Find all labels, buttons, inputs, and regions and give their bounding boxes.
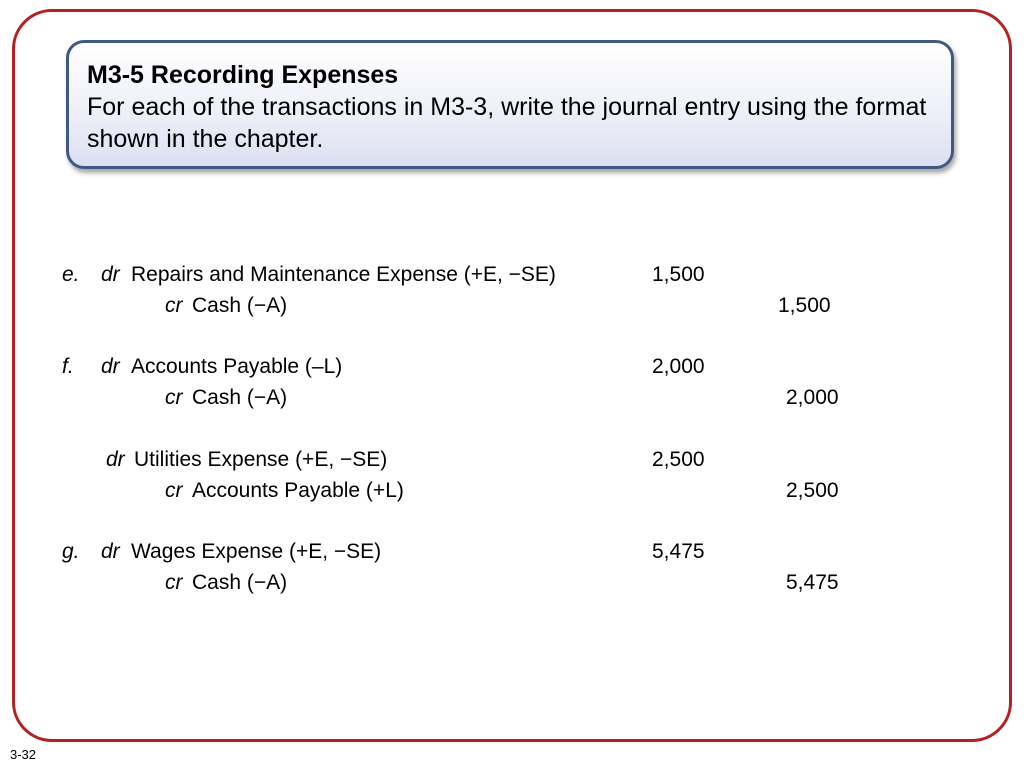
debit-marker: dr	[106, 448, 125, 471]
debit-marker: dr	[101, 355, 120, 378]
entry-letter-f: f.	[62, 355, 74, 378]
credit-account: Cash (−A)	[192, 294, 288, 317]
slide-page-number: 3-32	[10, 747, 37, 762]
credit-amount: 2,500	[786, 479, 839, 502]
debit-account: Utilities Expense (+E, −SE)	[134, 448, 388, 471]
debit-amount: 2,000	[652, 355, 705, 378]
debit-marker: dr	[101, 540, 120, 563]
entry-letter-e: e.	[62, 263, 80, 286]
problem-instructions: For each of the transactions in M3-3, write the journal entry using the format shown in the chapter.	[87, 93, 927, 153]
problem-title: M3-5 Recording Expenses	[87, 61, 399, 89]
credit-amount: 1,500	[778, 294, 831, 317]
credit-account: Accounts Payable (+L)	[192, 479, 404, 502]
debit-account: Wages Expense (+E, −SE)	[131, 540, 382, 563]
credit-marker: cr	[165, 294, 183, 317]
credit-amount: 5,475	[786, 571, 839, 594]
credit-marker: cr	[165, 571, 183, 594]
debit-amount: 5,475	[652, 540, 705, 563]
entry-letter-g: g.	[62, 540, 80, 563]
credit-marker: cr	[165, 479, 183, 502]
debit-amount: 1,500	[652, 263, 705, 286]
problem-header-box	[66, 40, 954, 169]
debit-account: Repairs and Maintenance Expense (+E, −SE)	[131, 263, 556, 286]
credit-amount: 2,000	[786, 386, 839, 409]
debit-marker: dr	[101, 263, 120, 286]
credit-account: Cash (−A)	[192, 571, 288, 594]
debit-account: Accounts Payable (–L)	[131, 355, 343, 378]
credit-marker: cr	[165, 386, 183, 409]
credit-account: Cash (−A)	[192, 386, 288, 409]
debit-amount: 2,500	[652, 448, 705, 471]
